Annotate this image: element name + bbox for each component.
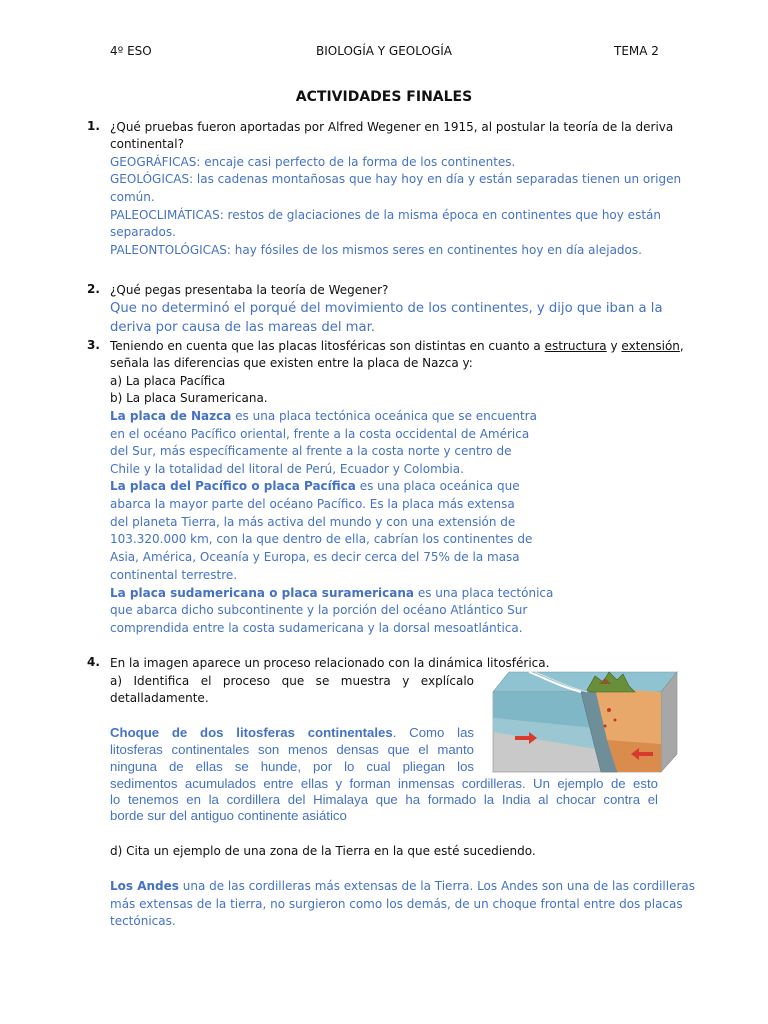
- q4-answer-line: borde sur del antiguo continente asiático: [110, 808, 347, 823]
- q2-question: ¿Qué pegas presentaba la teoría de Wegener?: [110, 283, 389, 297]
- q4-answer-line: sedimentos acumulados entre ellas y forman inmensas cordilleras. Un ejemplo de esto: [110, 776, 658, 791]
- nazca-line: del Sur, más específicamente al frente a la costa norte y centro de: [110, 444, 512, 458]
- q4-answer-line: ninguna de ellas se hunde, por lo cual pliegan los: [110, 759, 474, 774]
- nazca-term: La placa de Nazca: [110, 409, 232, 423]
- pacifica-line: del planeta Tierra, la más activa del mundo y con una extensión de: [110, 515, 516, 529]
- q1-number: 1.: [87, 119, 100, 133]
- sudamericana-line: que abarca dicho subcontinente y la porción del océano Atlántico Sur: [110, 603, 528, 617]
- andes-line: [110, 878, 696, 896]
- andes-term: Los Andes: [110, 879, 179, 893]
- andes-line: tectónicas.: [110, 914, 176, 928]
- sudamericana-term: La placa sudamericana o placa suramericana: [110, 586, 415, 600]
- q1-answer-line: GEOGRÁFICAS: encaje casi perfecto de la forma de los continentes.: [110, 155, 516, 169]
- q3-option-b: b) La placa Suramericana.: [110, 391, 268, 405]
- q4-part-a-line: a) Identifica el proceso que se muestra y explícalo: [110, 674, 474, 688]
- q4-question: En la imagen aparece un proceso relacionado con la dinámica litosférica.: [110, 656, 550, 670]
- q3-question-line: [110, 338, 684, 356]
- q3-comma: ,: [679, 339, 684, 353]
- q3-number: 3.: [87, 338, 100, 352]
- q4-part-a-line: detalladamente.: [110, 691, 209, 705]
- q1-answer-line: PALEONTOLÓGICAS: hay fósiles de los mismos seres en continentes hoy en día alejados.: [110, 243, 642, 257]
- q3-connector: y: [606, 339, 622, 353]
- q1-answer-line: común.: [110, 190, 155, 204]
- pacifica-line: Asia, América, Oceanía y Europa, es decir cerca del 75% de la masa: [110, 550, 520, 564]
- sudamericana-text: es una placa tectónica: [414, 586, 554, 600]
- andes-text: una de las cordilleras más extensas de la Tierra. Los Andes son una de las cordilleras: [178, 879, 696, 893]
- header-subject: BIOLOGÍA Y GEOLOGÍA: [315, 44, 452, 58]
- q4-answer-line: [110, 724, 474, 742]
- pacifica-text: es una placa oceánica que: [355, 479, 520, 493]
- page-title: ACTIVIDADES FINALES: [295, 89, 473, 105]
- q1-answer-line: separados.: [110, 225, 176, 239]
- nazca-line: en el océano Pacífico oriental, frente a la costa occidental de América: [110, 427, 530, 441]
- q4-answer-term: Choque de dos litosferas continentales: [110, 725, 393, 740]
- q4-answer-line: litosferas continentales son menos densas que el manto: [110, 742, 474, 757]
- q1-question-line: ¿Qué pruebas fueron aportadas por Alfred Wegener en 1915, al postular la teoría de la deriva: [110, 120, 674, 134]
- pacifica-line: 103.320.000 km, con la que dentro de ella, cabrían los continentes de: [110, 532, 533, 546]
- pacifica-term: La placa del Pacífico o placa Pacífica: [110, 479, 356, 493]
- q2-answer-line: Que no determinó el porqué del movimiento de los continentes, y dijo que iban a la: [110, 301, 663, 316]
- nazca-line: Chile y la totalidad del litoral de Perú, Ecuador y Colombia.: [110, 462, 464, 476]
- header-course: 4º ESO: [110, 44, 152, 58]
- pacifica-line: abarca la mayor parte del océano Pacífico. Es la placa más extensa: [110, 497, 515, 511]
- q1-answer-line: GEOLÓGICAS: las cadenas montañosas que hay hoy en día y están separadas tienen un origen: [110, 172, 682, 186]
- sudamericana-line: [110, 585, 553, 603]
- header-topic: TEMA 2: [614, 44, 659, 58]
- nazca-text: es una placa tectónica oceánica que se encuentra: [231, 409, 537, 423]
- q1-question-line: continental?: [110, 137, 184, 151]
- andes-line: más extensas de la tierra, no surgieron como los demás, de un choque frontal entre dos placas: [110, 897, 683, 911]
- q3-question-line: señala las diferencias que existen entre la placa de Nazca y:: [110, 356, 473, 370]
- q4-answer-text: . Como las: [392, 725, 474, 740]
- q3-underlined-extension: extensión: [621, 339, 680, 353]
- q2-number: 2.: [87, 282, 100, 296]
- q3-option-a: a) La placa Pacífica: [110, 374, 226, 388]
- continental-collision-diagram-icon: [489, 670, 679, 778]
- pacifica-line: continental terrestre.: [110, 568, 238, 582]
- pacifica-line: [110, 478, 520, 496]
- q3-underlined-structure: estructura: [544, 339, 607, 353]
- sudamericana-line: comprendida entre la costa sudamericana y la dorsal mesoatlántica.: [110, 621, 523, 635]
- q4-answer-line: lo tenemos en la cordillera del Himalaya que ha formado la India al chocar contra el: [110, 792, 658, 807]
- q4-number: 4.: [87, 655, 100, 669]
- nazca-line: [110, 408, 537, 426]
- q2-answer-line: deriva por causa de las mareas del mar.: [110, 320, 376, 335]
- q4-part-d: d) Cita un ejemplo de una zona de la Tierra en la que esté sucediendo.: [110, 844, 536, 858]
- q3-question-text: Teniendo en cuenta que las placas litosféricas son distintas en cuanto a: [110, 339, 545, 353]
- q1-answer-line: PALEOCLIMÁTICAS: restos de glaciaciones de la misma época en continentes que hoy están: [110, 208, 661, 222]
